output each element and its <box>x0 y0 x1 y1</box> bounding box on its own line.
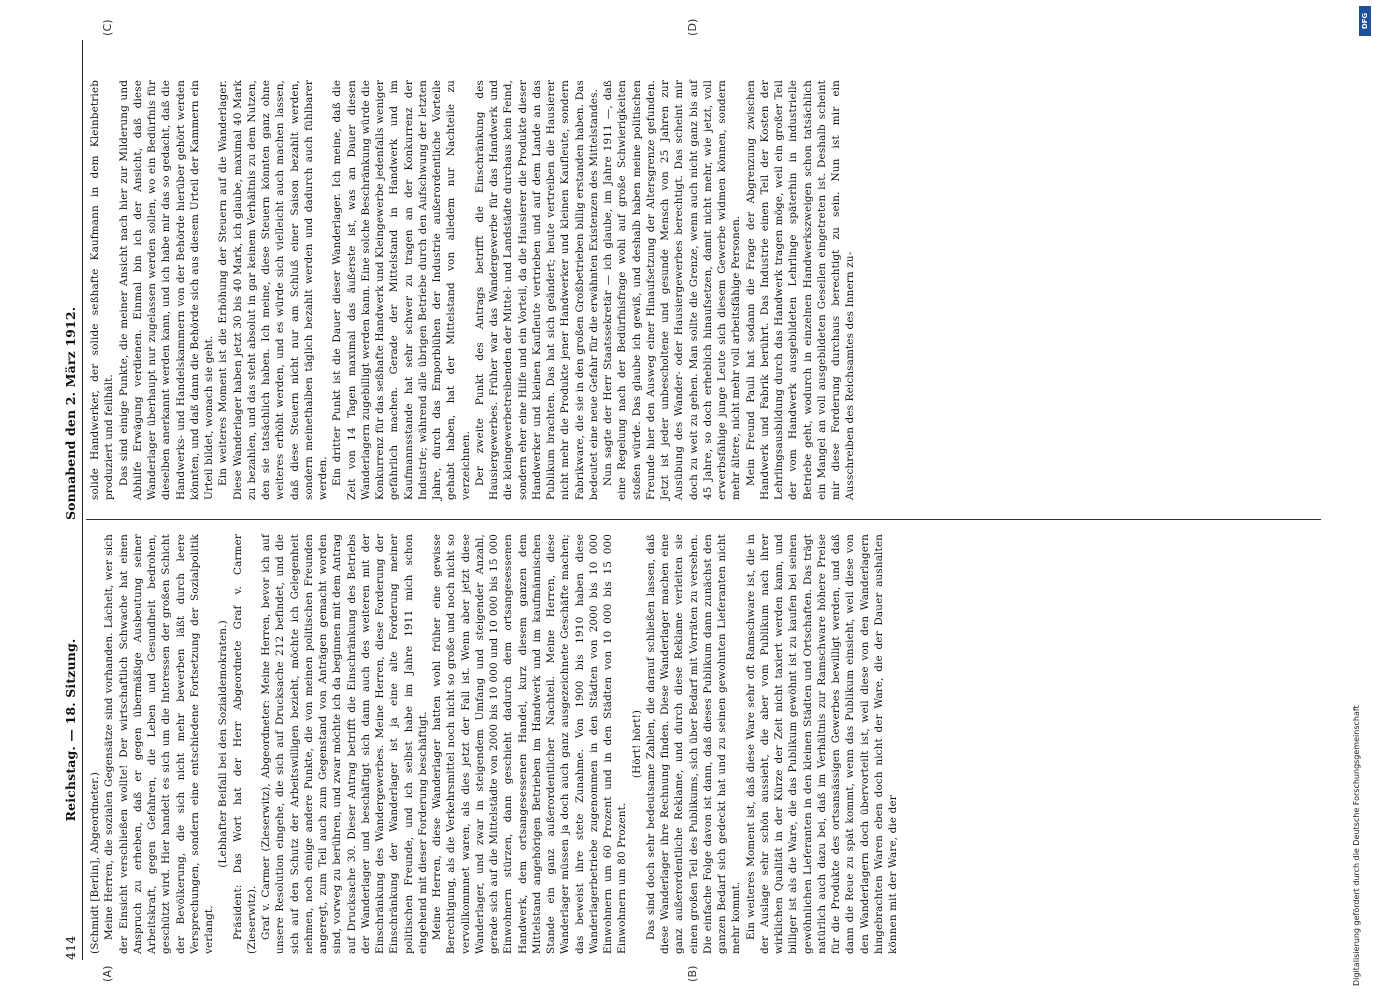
paragraph: Graf v. Carmer (Zieserwitz), Abgeordneter: Meine Herren, bevor ich auf unsere Resolution eingehe, die sich auf Drucksache 212 befindet, und die sich auf den Schutz der Arbeitswilligen bezieht, möchte ich Gelegenheit nehmen, noch einige andere Punkte, die von meinen politischen Freunden angeregt, zum Teil auch zum Gegenstand von Anträgen gemacht worden sind, vorweg zu berühren, und zwar möchte ich da beginnen mit dem Antrag auf Drucksache 30. Dieser Antrag betrifft die Einschränkung des Betriebs der Wanderlager und beschäftigt sich dann auch des weiteren mit der Einschränkung des Wandergewerbes. Meine Herren, diese Forderung der Einschränkung der Wanderlager ist ja eine alte Forderung meiner politischen Freunde, und ich selbst habe im Jahre 1911 mich schon eingehend mit dieser Forderung beschäftigt. <box>260 534 429 954</box>
speaker-note: (Schmidt [Berlin], Abgeordneter.) <box>89 772 101 954</box>
paragraph: Ein dritter Punkt ist die Dauer dieser Wanderlager. Ich meine, daß die Zeit von 14 Tagen maximal das äußerste ist, was an Dauer diesen Wanderlagern zugebilligt werden kann. Eine solche Beschränkung würde die Konkurrenz für das seßhafte Handwerk und Kleingewerbe jedenfalls weniger gefährlich machen. Gerade der Mittelstand in Handwerk und im Kaufmannsstande hat sehr schwer zu tragen an der Konkurrenz der Industrie; während alle übrigen Betriebe durch den Aufschwung der letzten Jahre, durch das Emporblühen der Industrie außerordentliche Vorteile gehabt haben, hat der Mittelstand von alledem nur Nachteile zu verzeichnen. <box>331 80 472 500</box>
margin-credit <box>1344 14 1380 994</box>
paragraph: Präsident: Das Wort hat der Herr Abgeordnete Graf v. Carmer (Zieserwitz). <box>231 534 258 954</box>
interjection: (Lebhafter Beifall bei den Sozialdemokraten.) <box>217 620 230 868</box>
session-date: Sonnabend den 2. März 1912. <box>63 306 79 520</box>
margin-mark-d: (D) <box>686 18 699 36</box>
paragraph: Ein weiteres Moment ist, daß diese Ware sehr oft Ramschware ist, die in der Auslage sehr schön aussieht, die aber vom Publikum nach ihrer wirklichen Qualität in der Kürze der Zeit nicht taxiert werden kann, und billiger ist als die Ware, die das Publikum gewöhnt ist zu kaufen bei seinen gewöhnlichen Lieferanten in den kleinen Städten und Ortschaften. Das trägt natürlich auch dazu bei, daß im Verhältnis zur Ramschware höhere Preise für die Produkte des ortsansässigen Gewerbes bewilligt werden, und daß dann die Reue zu spät kommt, wenn das Publikum einsieht, weil diese von den Wanderlagern doch übervorteilt ist, weil diese von den Wanderlagern hingebrachten Waren eben doch nicht der Ware, die der Dauer aushalten können mit der Ware, die der <box>744 534 899 954</box>
paragraph: Der zweite Punkt des Antrags betrifft die Einschränkung des Hausiergewerbes. Früher war das Wandergewerbe für das Handwerk und die kleingewerbetreibenden der Mittel- und Landstädte durchaus kein Feind, sondern eher eine Hilfe und ein Vorteil, da die Hausierer die Produkte dieser Handwerker und kleinen Kaufleute vertrieben und auf dem Lande an das Publikum brachten. Das hat sich geändert; heute vertreiben die Hausierer nicht mehr die Produkte jener Handwerker und kleinen Kaufleute, sondern Fabrikware, die sie in den großen Großbetrieben billig erstanden haben. Das bedeutet eine neue Gefahr für die erwähnten Existenzen des Mittelstandes. <box>473 80 600 500</box>
left-column <box>88 534 900 954</box>
margin-mark-c: (C) <box>101 19 114 36</box>
right-column <box>88 80 858 500</box>
document-page <box>60 18 1325 982</box>
paragraph: Meine Herren, die sozialen Gegensätze sind vorhanden. Lächelt, wer sich der Einsicht verschließen wollte! Der wirtschaftlich Schwache hat einen Anspruch zu erheben, daß er gegen übermäßige Ausbeutung seiner Arbeitskraft, gegen Gefahren, die Leben und Gesundheit bedrohen, geschützt wird. Hier handelt es sich um die Interessen der großen Schicht der Bevölkerung, die sich nicht mehr bewerben läßt durch leere Versprechungen, sondern eine entschiedene Fortsetzung der Sozialpolitik verlangt. <box>103 534 215 954</box>
paragraph: Meine Herren, diese Wanderlager hatten wohl früher eine gewisse Berechtigung, als die Verkehrsmittel noch nicht so große und noch nicht so vervollkommnet waren, als dies jetzt der Fall ist. Wenn aber jetzt diese Wanderlager, und zwar in steigendem Umfang und steigender Anzahl, gerade sich auf die Mittelstädte von 2000 bis 10 000 und 10 000 bis 15 000 Einwohnern stürzen, dann geschieht dadurch dem ortsangesessenen Handwerk, dem ortsangesessenen Handel, kurz diesem ganzen dem Mittelstand angehörigen Betrieben im Handwerk und im kaufmännischen Stande ein ganz außerordentlicher Nachteil. Meine Herren, diese Wanderlager müssen ja doch auch ganz ausgezeichnete Geschäfte machen; das beweist ihre stete Zunahme. Von 1900 bis 1910 haben diese Wanderlagerbetriebe zugenommen in den Städten von 2000 bis 10 000 Einwohnern um 60 Prozent und in den Städten von 10 000 bis 15 000 Einwohnern um 80 Prozent. <box>431 534 629 954</box>
paragraph: Das sind doch sehr bedeutsame Zahlen, die darauf schließen lassen, daß diese Wanderlager ihre Rechnung finden. Diese Wanderlager machen eine ganz außerordentliche Reklame, und durch diese Reklame verleiten sie einen großen Teil des Publikums, sich über Bedarf mit Vorräten zu versehen. Die einfache Folge davon ist dann, daß dieses Publikum dann zunächst den ganzen Bedarf sich gedeckt hat und zu seinen gewohnten Lieferanten nicht mehr kommt. <box>644 534 743 954</box>
margin-mark-a: (A) <box>101 965 114 982</box>
paragraph: solide Handwerker, der solide seßhafte Kaufmann in dem Kleinbetrieb produziert und feilhält. <box>89 80 116 500</box>
page-header <box>60 40 82 960</box>
paragraph: Ein weiteres Moment ist die Erhöhung der Steuern auf die Wanderlager. Diese Wanderlager haben jetzt 30 bis 40 Mark, ich glaube, maximal 40 Mark zu bezahlen, und das steht absolut in gar keinem Verhältnis zu dem Nutzen, den sie tatsächlich haben. Ich meine, diese Steuern könnten ganz ohne weiteres erhöht werden, und es würde sich vielleicht auch machen lassen, daß diese Steuern nicht nur am Schluß einer Saison bezahlt werden, sondern meinethalben täglich bezahlt werden und dadurch auch fühlbarer werden. <box>217 80 329 500</box>
dfg-logo <box>1359 6 1371 36</box>
margin-mark-b: (B) <box>686 965 699 982</box>
session-title: Reichstag. — 18. Sitzung. <box>63 638 79 822</box>
paragraph: Nun sagte der Herr Staatssekretär — ich glaube, im Jahre 1911 —, daß eine Regelung nach der Bedürfnisfrage wohl auf große Schwierigkeiten stoßen würde. Das glaube ich gewiß, und deshalb haben meine politischen Freunde hier den Ausweg einer Hinaufsetzung der Altersgrenze gefunden. Jetzt ist jeder unbescholtene und gesunde Mensch von 25 Jahren zur Ausübung des Wander- oder Hausiergewerbes berechtigt. Das scheint mir doch zu weit zu gehen. Man sollte die Grenze, wenn auch nicht ganz bis auf 45 Jahre, so doch erheblich hinaufsetzen, damit nicht mehr, wie jetzt, voll erwerbsfähige junge Leute sich diesem Gewerbe widmen können, sondern mehr ältere, nicht mehr voll arbeitsfähige Personen. <box>602 80 743 500</box>
paragraph: Das sind einige Punkte, die meiner Ansicht nach hier zur Milderung und Abhilfe Erwägung verdienen. Einmal bin ich der Ansicht, daß diese Wanderlager überhaupt nur zugelassen werden sollen, wo ein Bedürfnis für dieselben anerkannt werden kann, und ich habe mir das so gedacht, daß die Handwerks- und Handelskammern von der Behörde hierüber gehört werden könnten, und daß dann die Behörde sich aus diesem Urteil der Kammern ein Urteil bildet, wonach sie geht. <box>117 80 215 500</box>
dfg-logo-text: DFG <box>1361 12 1369 30</box>
header-rule <box>82 40 83 960</box>
column-divider <box>86 519 1321 520</box>
digitization-credit: Digitalisierung gefördert durch die Deutsche Forschungsgemeinschaft <box>1352 705 1361 986</box>
paragraph: Mein Freund Pauli hat sodann die Frage der Abgrenzung zwischen Handwerk und Fabrik berührt. Das Industrie einen Teil der Kosten der Lehrlingsausbildung durch das Handwerk tragen möge, weil ein großer Teil der vom Handwerk ausgebildeten Lehrlinge späterhin in industrielle Betriebe geht, wodurch in einzelnen Handwerkszweigen schon tatsächlich ein Mangel an voll ausgebildeten Gesellen eingetreten ist. Deshalb scheint mir diese Forderung durchaus berechtigt zu sein. Nun ist mir ein Ausschreiben des Reichsamtes des Innern zu- <box>744 80 857 500</box>
page-number: 414 <box>63 935 79 960</box>
interjection: (Hört! hört!) <box>630 709 643 779</box>
